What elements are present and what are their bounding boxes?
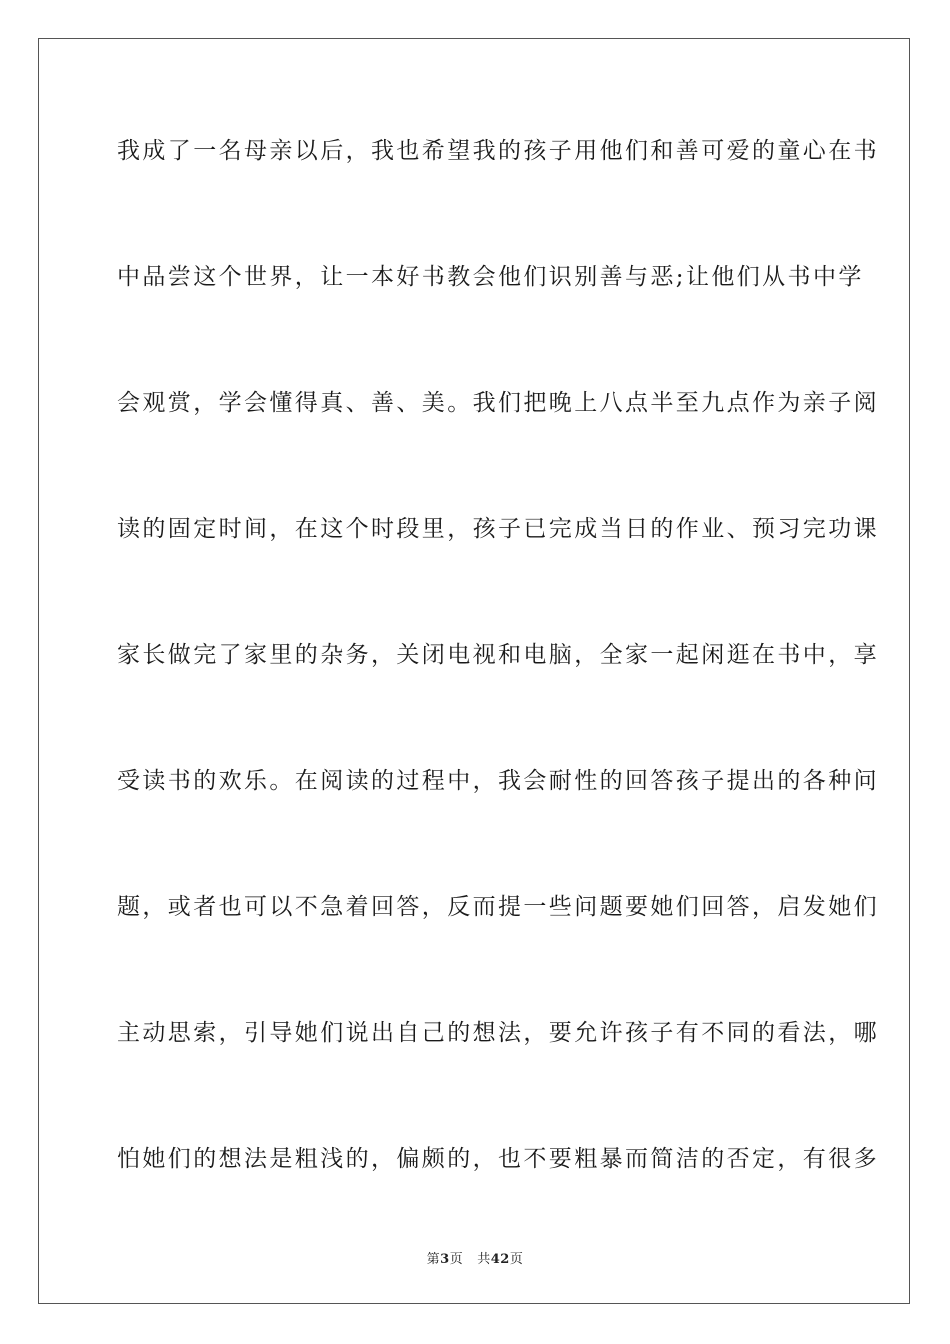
- text-line: 我成了一名母亲以后，我也希望我的孩子用他们和善可爱的童心在书: [117, 138, 879, 164]
- page-prefix: 第: [426, 1252, 441, 1267]
- text-line: 会观赏，学会懂得真、善、美。我们把晚上八点半至九点作为亲子阅: [117, 390, 879, 416]
- text-line: 中品尝这个世界，让一本好书教会他们识别善与恶;让他们从书中学: [117, 264, 864, 290]
- document-body: [117, 128, 879, 1262]
- page-number: 3: [440, 1252, 450, 1267]
- text-line: 主动思索，引导她们说出自己的想法，要允许孩子有不同的看法，哪: [117, 1020, 879, 1046]
- total-suffix: 页: [509, 1252, 524, 1267]
- page-suffix: 页: [449, 1252, 464, 1267]
- text-line: 怕她们的想法是粗浅的，偏颇的，也不要粗暴而简洁的否定，有很多: [117, 1146, 879, 1172]
- text-line: 家长做完了家里的杂务，关闭电视和电脑，全家一起闲逛在书中，享: [117, 642, 879, 668]
- page-footer: [0, 1248, 950, 1267]
- text-line: 受读书的欢乐。在阅读的过程中，我会耐性的回答孩子提出的各种问: [117, 768, 879, 794]
- text-line: 读的固定时间，在这个时段里，孩子已完成当日的作业、预习完功课: [117, 516, 879, 542]
- total-prefix: 共: [477, 1252, 491, 1267]
- text-line: 题，或者也可以不急着回答，反而提一些问题要她们回答，启发她们: [117, 894, 879, 920]
- total-pages: 42: [490, 1252, 510, 1267]
